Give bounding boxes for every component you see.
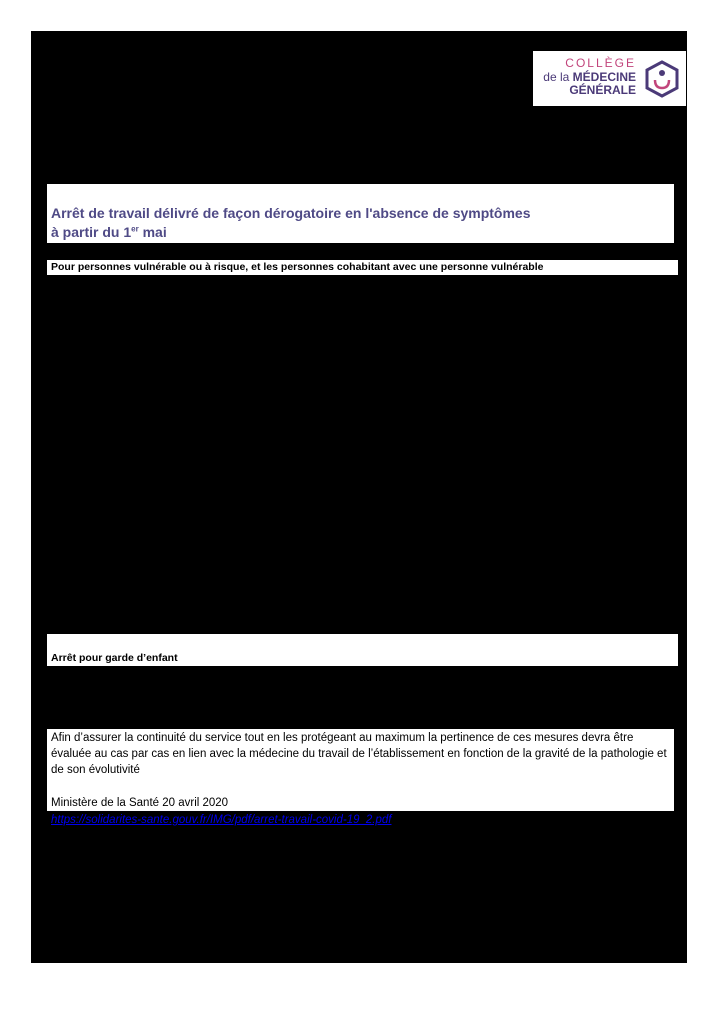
note-source: Ministère de la Santé 20 avril 2020 [51, 797, 229, 809]
title-line1: Arrêt de travail délivré de façon dérogatoire en l'absence de symptômes [51, 205, 531, 221]
logo-line2: de la MÉDECINE [543, 70, 636, 84]
section-garde-enfant-heading [47, 634, 678, 666]
section-vulnerable-heading: Pour personnes vulnérable ou à risque, et les personnes cohabitant avec une personne vulnérable [47, 260, 678, 275]
logo-line1: COLLÈGE [565, 56, 636, 70]
college-medecine-generale-logo [533, 51, 686, 106]
source-link[interactable]: https://solidarites-sante.gouv.fr/IMG/pdf/arret-travail-covid-19_2.pdf [51, 814, 392, 826]
note-box [47, 729, 674, 811]
cmg-hexagon-icon [644, 60, 680, 98]
logo-line3: GÉNÉRALE [569, 83, 636, 97]
document-title [47, 184, 674, 243]
garde-label: Arrêt pour garde d’enfant [51, 652, 178, 664]
title-line2: à partir du 1er mai [51, 224, 167, 240]
note-paragraph: Afin d’assurer la continuité du service tout en les protégeant au maximum la pertinence de ces mesures devra être évaluée au cas par cas en lien avec la médecine du travail de l’établissement en fonction de la gravité de la pathologie et de son évolutivité [51, 732, 667, 776]
